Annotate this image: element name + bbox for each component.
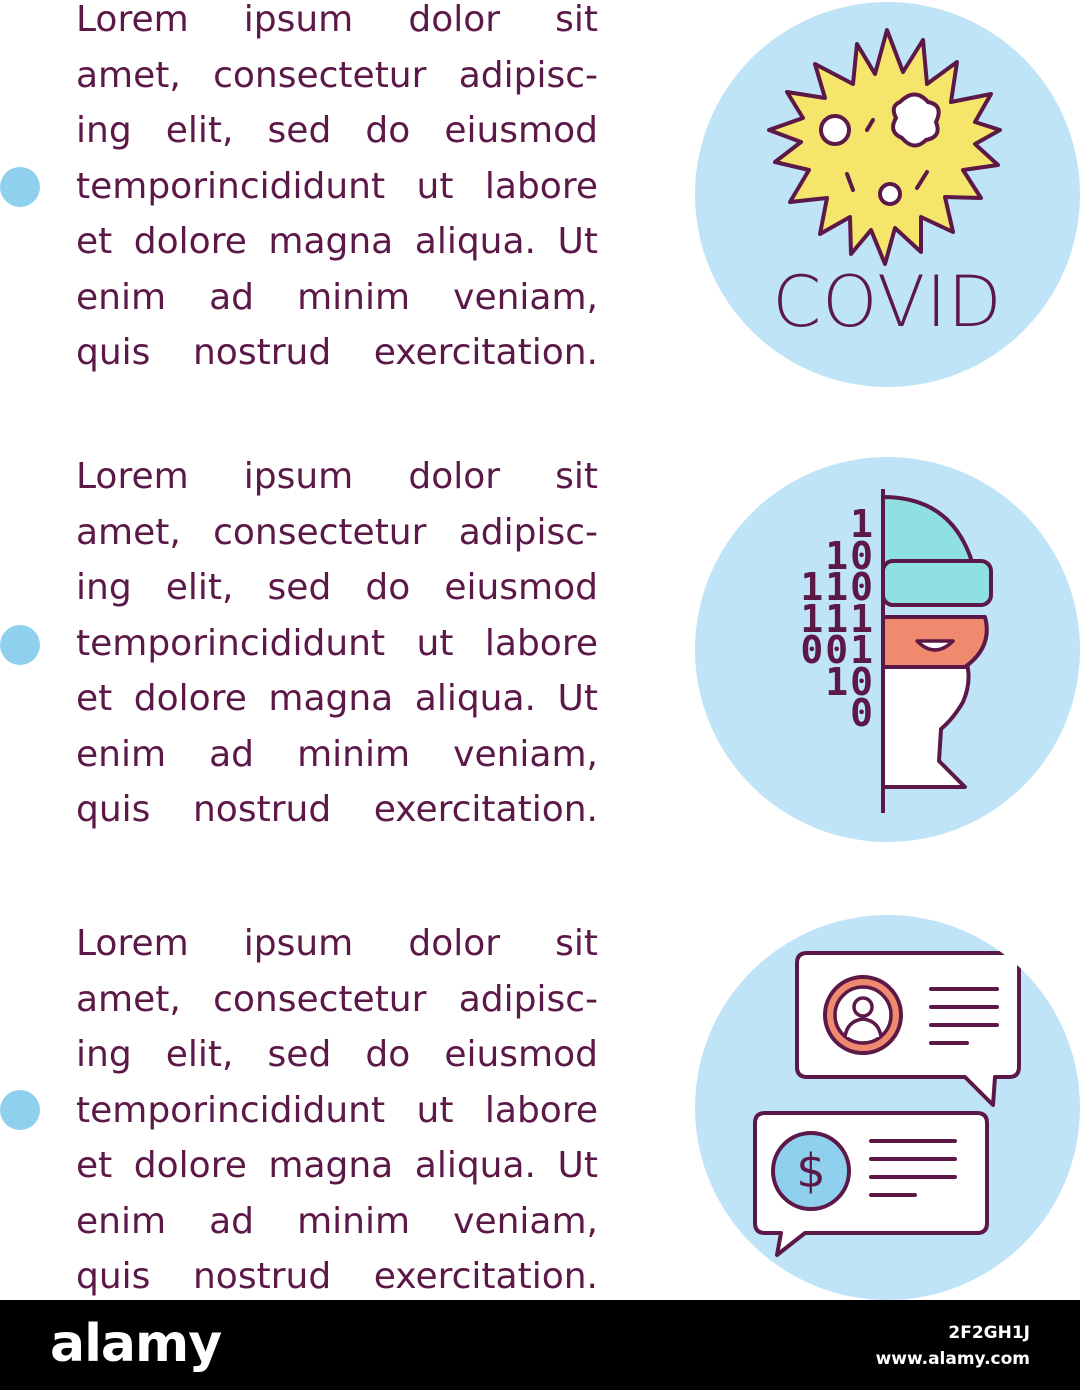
bullet-dot [0,1090,40,1130]
watermark-footer [0,1300,1080,1390]
image-id-code: 2F2GH1J [948,1323,1030,1343]
section-paragraph: Lorem ipsum dolor sit amet, consectetur adipisc- ing elit, sed do eiusmod temporincididunt ut labore et dolore magna aliqua. Ut enim ad minim veniam, quis nostrud exercitation. [76,923,598,1297]
section-paragraph: Lorem ipsum dolor sit amet, consectetur adipisc- ing elit, sed do eiusmod temporincididunt ut labore et dolore magna aliqua. Ut enim ad minim veniam, quis nostrud exercitation. [76,456,598,830]
virus-body [769,30,1000,264]
alamy-logo: alamy [50,1314,222,1374]
image-url: www.alamy.com [875,1349,1030,1369]
covid-label: COVID [772,261,1003,343]
bullet-dot [0,167,40,207]
bullet-dot [0,625,40,665]
binary-digits: 1 10 110 111 001 10 0 [800,502,875,735]
image-id [876,1320,1030,1372]
dollar-sign: $ [796,1144,826,1198]
section-paragraph: Lorem ipsum dolor sit amet, consectetur adipisc- ing elit, sed do eiusmod temporincididunt ut labore et dolore magna aliqua. Ut enim ad minim veniam, quis nostrud exercitation. [76,0,598,373]
hacker-binary-icon [695,457,1080,842]
chat-money-icon [695,915,1080,1300]
covid-virus-icon [695,2,1080,387]
